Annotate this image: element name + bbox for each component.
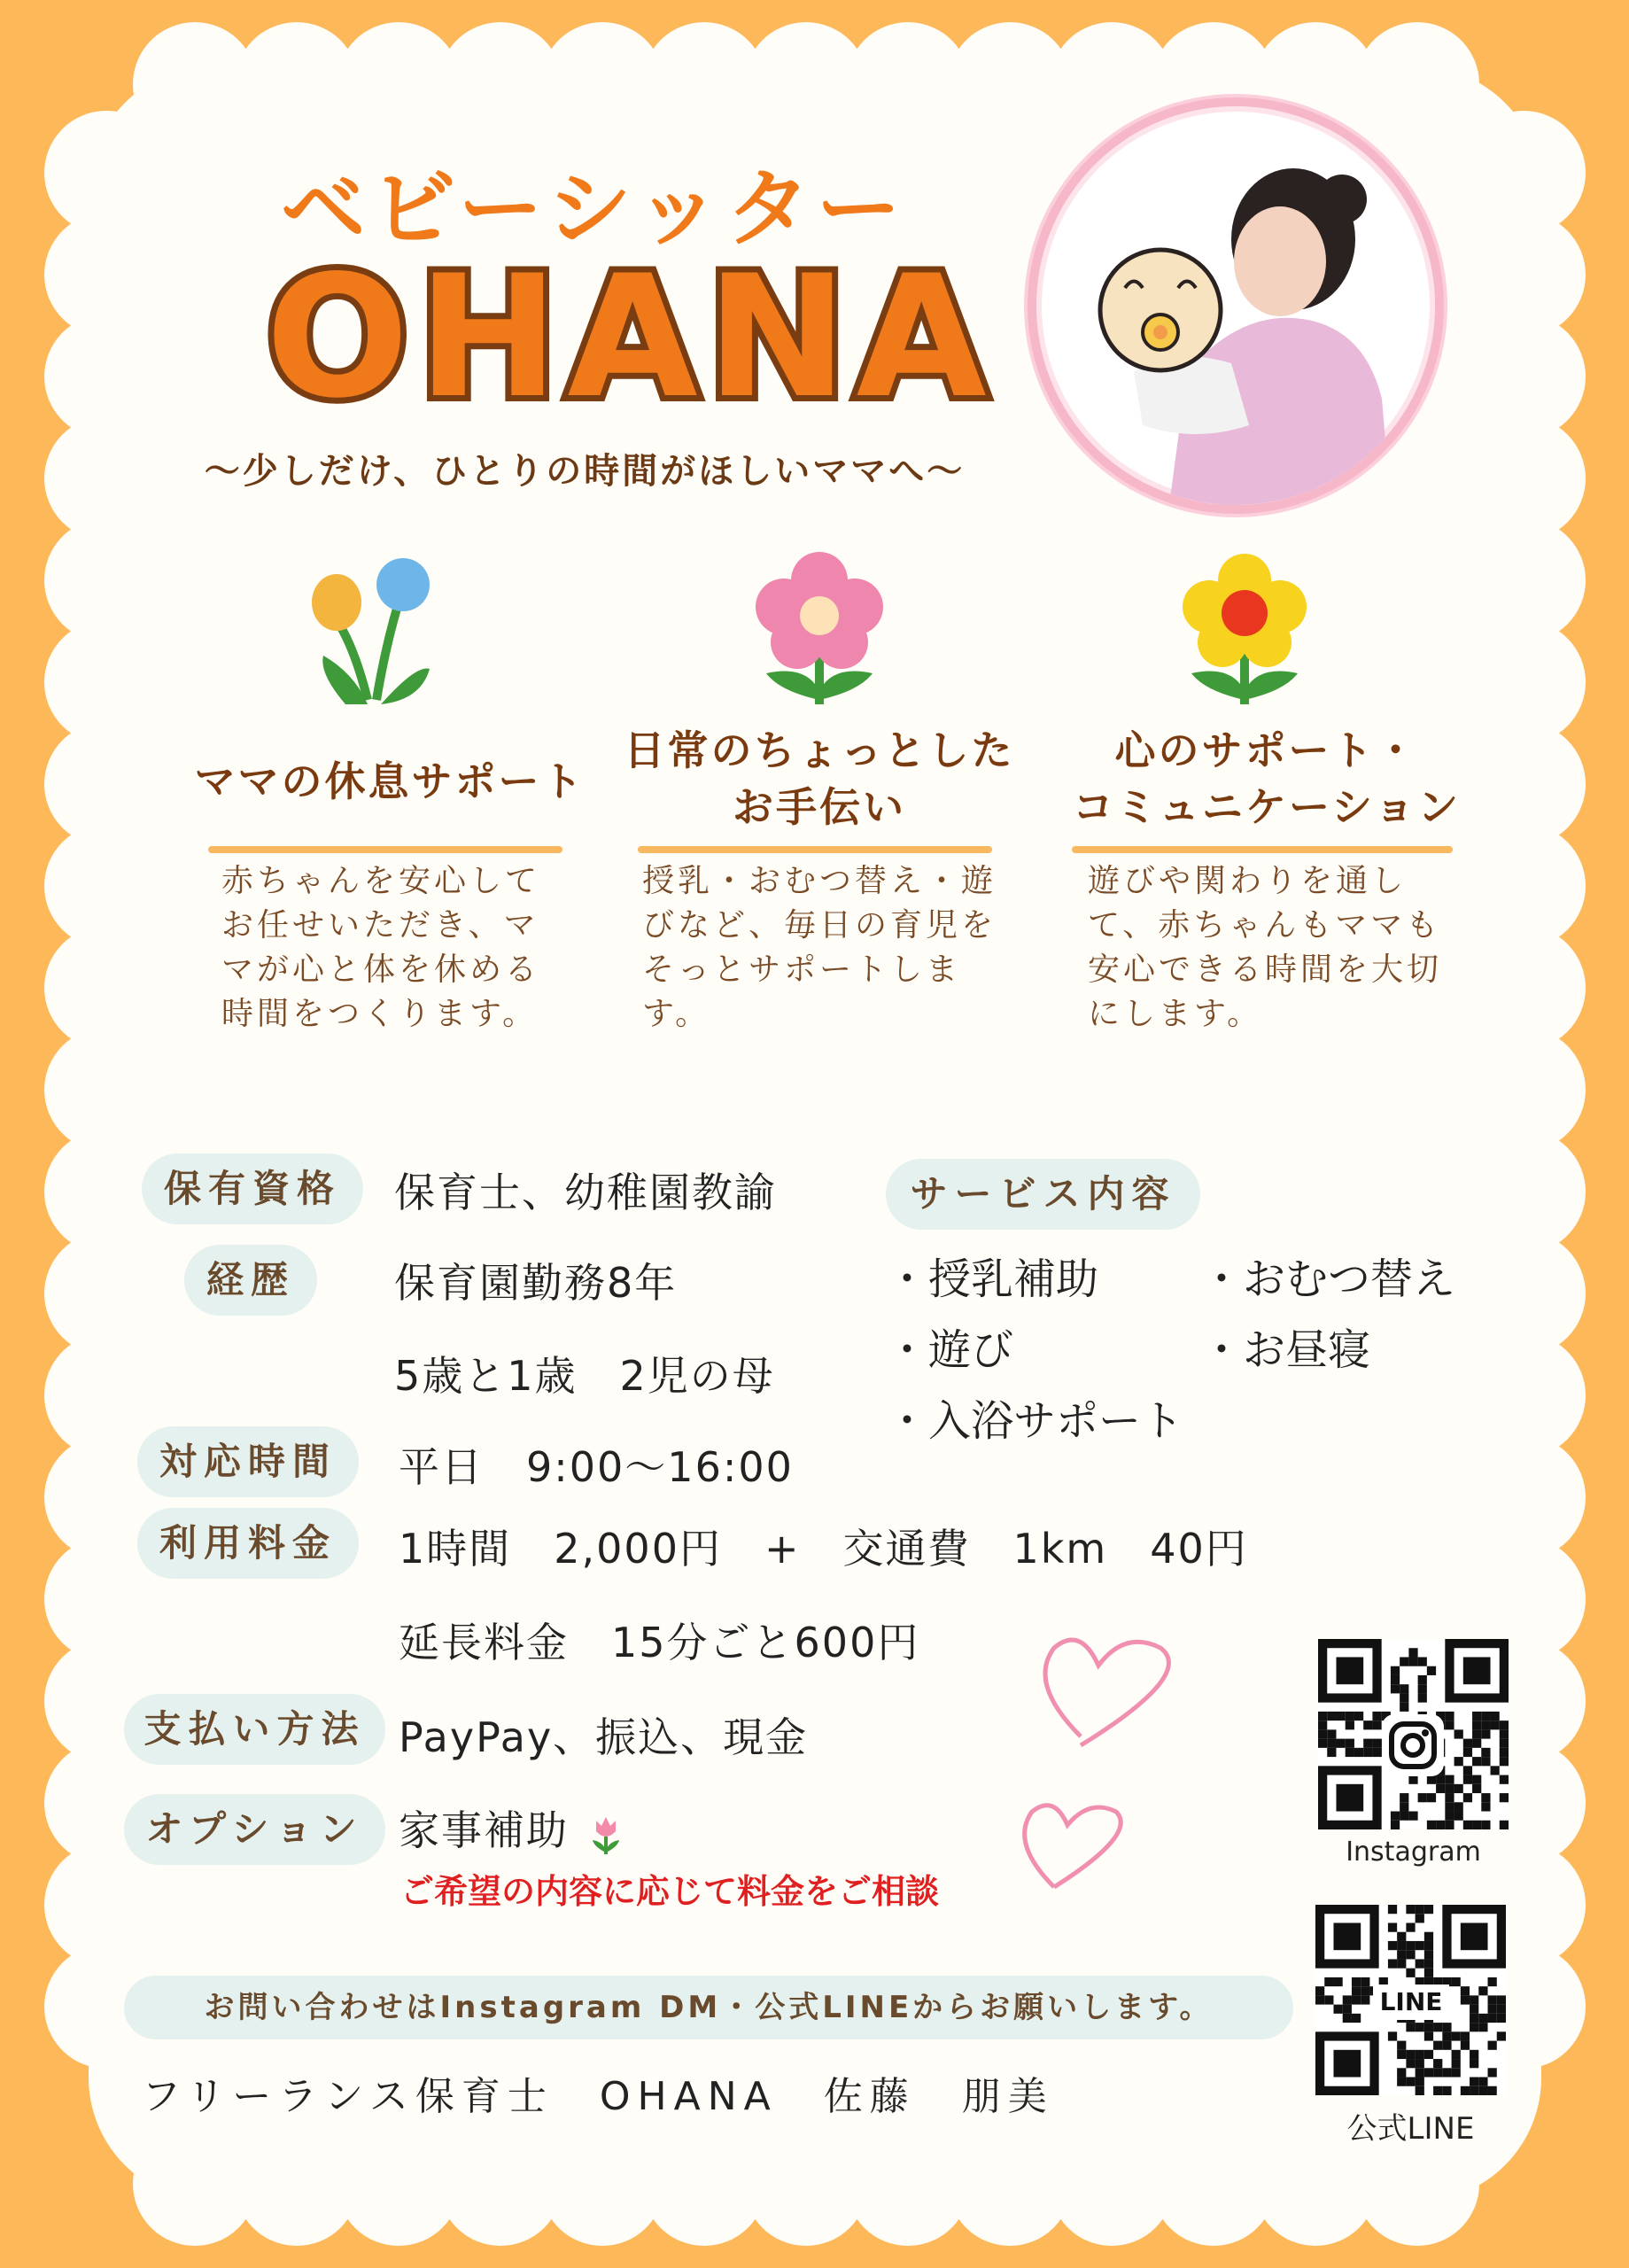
career-value: 保育園勤務8年 (394, 1259, 678, 1307)
line-qr-label: 公式LINE (1346, 2111, 1475, 2147)
career-label: 経歴 (184, 1245, 317, 1316)
feature-title: コミュニケーション (1072, 783, 1462, 831)
option-label: オプション (124, 1794, 385, 1865)
qualification-value: 保育士、幼稚園教諭 (394, 1169, 777, 1216)
option-value: 家事補助 (399, 1798, 628, 1857)
feature-description: 遊びや関わりを通し て、赤ちゃんもママも 安心できる時間を大切 にします。 (1088, 863, 1443, 1032)
family-value: 5歳と1歳 2児の母 (394, 1352, 775, 1400)
service-item: ・入浴サポート (886, 1396, 1184, 1446)
option-note: ご希望の内容に応じて料金をご相談 (400, 1872, 940, 1911)
fee-label: 利用料金 (137, 1508, 359, 1579)
extension-fee-value: 延長料金 15分ごと600円 (399, 1619, 920, 1666)
feature-title: お手伝い (733, 783, 906, 831)
feature-divider (638, 846, 992, 853)
feature-description: 赤ちゃんを安心して お任せいただき、マ マが心と体を休める 時間をつくります。 (221, 863, 541, 1032)
service-item: ・授乳補助 (886, 1254, 1099, 1304)
service-item: ・遊び (886, 1325, 1014, 1375)
hours-label: 対応時間 (137, 1426, 359, 1497)
fee-value: 1時間 2,000円 + 交通費 1km 40円 (399, 1525, 1248, 1573)
service-item: ・おむつ替え (1200, 1254, 1456, 1304)
tagline: 〜少しだけ、ひとりの時間がほしいママへ〜 (204, 451, 966, 492)
feature-title: 日常のちょっとした (624, 726, 1015, 774)
feature-divider (1072, 846, 1453, 853)
contact-message: お問い合わせはInstagram DM・公式LINEからお願いします。 (124, 1976, 1293, 2039)
mother-baby-illustration (1036, 106, 1435, 505)
feature-title: 心のサポート・ (1114, 726, 1419, 774)
qualification-label: 保有資格 (142, 1153, 363, 1224)
tulip-icon (292, 549, 452, 709)
pink-flower-icon (744, 549, 895, 709)
profile-photo (1028, 97, 1444, 514)
feature-rest-support (177, 753, 602, 810)
instagram-icon (1386, 1719, 1439, 1772)
services-label: サービス内容 (886, 1159, 1200, 1230)
service-title: ベビーシッター (280, 159, 907, 259)
line-logo-text: LINE (1373, 1984, 1449, 2020)
payment-label: 支払い方法 (124, 1694, 385, 1765)
signature: フリーランス保育士 OHANA 佐藤 朋美 (142, 2074, 1054, 2119)
yellow-flower-icon (1169, 549, 1320, 709)
hours-value: 平日 9:00〜16:00 (399, 1443, 794, 1491)
tulip-emoji-icon (584, 1812, 628, 1856)
feature-description: 授乳・おむつ替え・遊 びなど、毎日の育児を そっとサポートしま す。 (642, 863, 997, 1032)
brand-logo-text: OHANA (266, 239, 996, 435)
feature-emotional-support (1045, 722, 1488, 835)
payment-value: PayPay、振込、現金 (399, 1713, 809, 1761)
feature-daily-help (611, 722, 1028, 835)
feature-divider (208, 846, 562, 853)
instagram-qr-label: Instagram (1346, 1837, 1481, 1868)
feature-title: ママの休息サポート (194, 757, 586, 805)
hearts-decoration (1019, 1630, 1249, 1896)
service-item: ・お昼寝 (1200, 1325, 1371, 1375)
